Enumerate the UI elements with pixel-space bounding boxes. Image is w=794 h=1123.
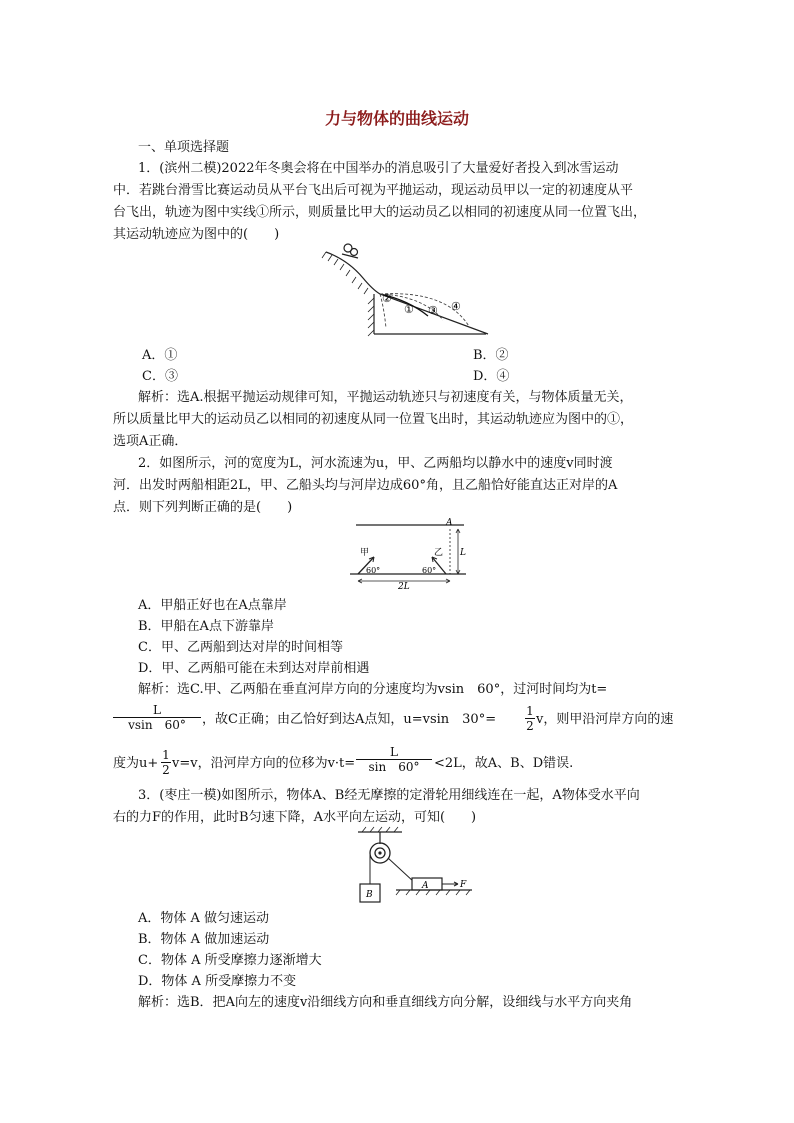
distance-2l-label: 2L (398, 582, 410, 589)
q1-option-c: C．③ (142, 369, 178, 384)
point-a-label: A (446, 518, 453, 528)
q2-option-c: C．甲、乙两船到达对岸的时间相等 (138, 640, 343, 655)
q3-option-b: B．物体 A 做加速运动 (138, 932, 270, 947)
q3-answer-line1: 解析：选B．把A向左的速度v沿细线方向和垂直细线方向分解，设细线与水平方向夹角 (138, 995, 633, 1010)
q3-text-line1: 3．(枣庄一模)如图所示，物体A、B经无摩擦的定滑轮用细线连在一起，A物体受水平向 (138, 788, 640, 803)
q1-option-b: B．② (473, 348, 509, 363)
block-b-label: B (366, 890, 373, 900)
q3-option-a: A．物体 A 做匀速运动 (138, 911, 270, 926)
label-2: ② (382, 292, 392, 305)
q1-answer-line3: 选项A正确． (113, 434, 188, 449)
fraction-numerator: L (153, 703, 161, 717)
angle-yi-label: 60° (422, 566, 437, 575)
q2-answer-line3b: v=v，沿河岸方向的位移为v·t= (172, 756, 356, 771)
q3-text-line2: 右的力F的作用，此时B匀速下降，A水平向左运动，可知( ) (113, 810, 477, 825)
q2-text-line1: 2．如图所示，河的宽度为L，河水流速为u，甲、乙两船均以静水中的速度v同时渡 (138, 456, 613, 471)
block-a-label: A (422, 881, 429, 891)
angle-jia-label: 60° (366, 566, 381, 575)
q2-fraction-half-2: 1 2 (162, 748, 170, 777)
label-3: ③ (428, 304, 438, 317)
q1-text-line3: 台飞出，轨迹为图中实线①所示，则质量比甲大的运动员乙以相同的初速度从同一位置飞出， (113, 205, 647, 220)
q2-answer-line3c: <2L，故A、B、D错误. (434, 756, 574, 771)
q2-fraction-half-1: 1 2 (526, 704, 534, 733)
fraction-denominator: vsin 60° (128, 718, 186, 732)
slope-line (326, 252, 380, 294)
force-f-label: F (460, 880, 467, 890)
label-1: ① (404, 303, 414, 316)
rope-to-a (388, 858, 414, 882)
q1-option-d: D．④ (473, 369, 510, 384)
q1-text-line2: 中．若跳台滑雪比赛运动员从平台飞出后可视为平抛运动，现运动员甲以一定的初速度从平 (113, 183, 634, 198)
q1-answer-line2: 所以质量比甲大的运动员乙以相同的初速度从同一位置飞出时，其运动轨迹应为图中的①， (113, 412, 634, 427)
q1-text-line1: 1．(滨州二模)2022年冬奥会将在中国举办的消息吸引了大量爱好者投入到冰雪运动 (138, 161, 619, 176)
pulley-figure (352, 826, 476, 906)
boat-jia-label: 甲 (360, 548, 370, 558)
width-l-label: L (460, 548, 466, 558)
section-heading: 一、单项选择题 (138, 140, 230, 155)
q1-answer-line1: 解析：选A.根据平抛运动规律可知，平抛运动轨迹只与初速度有关，与物体质量无关， (138, 390, 633, 405)
q3-option-d: D．物体 A 所受摩擦力不变 (138, 974, 297, 989)
boat-yi-label: 乙 (434, 548, 444, 558)
q2-text-line2: 河．出发时两船相距2L，甲、乙船头均与河岸边成60°角，且乙船恰好能直达正对岸的A (113, 478, 618, 493)
q2-text-line3: 点．则下列判断正确的是( ) (113, 500, 293, 515)
q1-option-a: A．① (142, 348, 178, 363)
q2-answer-line2b: v，则甲沿河岸方向的速 (536, 712, 674, 727)
page-title: 力与物体的曲线运动 (324, 109, 469, 128)
ski-jump-figure (318, 238, 498, 340)
river-figure (346, 517, 470, 589)
q1-text-line4: 其运动轨迹应为图中的( ) (113, 227, 280, 242)
q2-answer-line1: 解析：选C.甲、乙两船在垂直河岸方向的分速度均为vsin 60°，过河时间均为t= (138, 682, 608, 697)
q2-fraction-displacement: L sin 60° (356, 745, 432, 774)
label-4: ④ (451, 300, 461, 313)
q2-fraction-time (113, 703, 201, 732)
q2-answer-line2a: ，故C正确；由乙恰好到达A点知，u=vsin 30°= (202, 712, 497, 727)
q2-answer-line3a: 度为u+ (113, 756, 159, 771)
q2-option-d: D．甲、乙两船可能在未到达对岸前相遇 (138, 661, 370, 676)
q3-option-c: C．物体 A 所受摩擦力逐渐增大 (138, 953, 322, 968)
q2-option-a: A．甲船正好也在A点靠岸 (138, 598, 287, 613)
q2-option-b: B．甲船在A点下游靠岸 (138, 619, 274, 634)
skier-icon (342, 244, 358, 258)
